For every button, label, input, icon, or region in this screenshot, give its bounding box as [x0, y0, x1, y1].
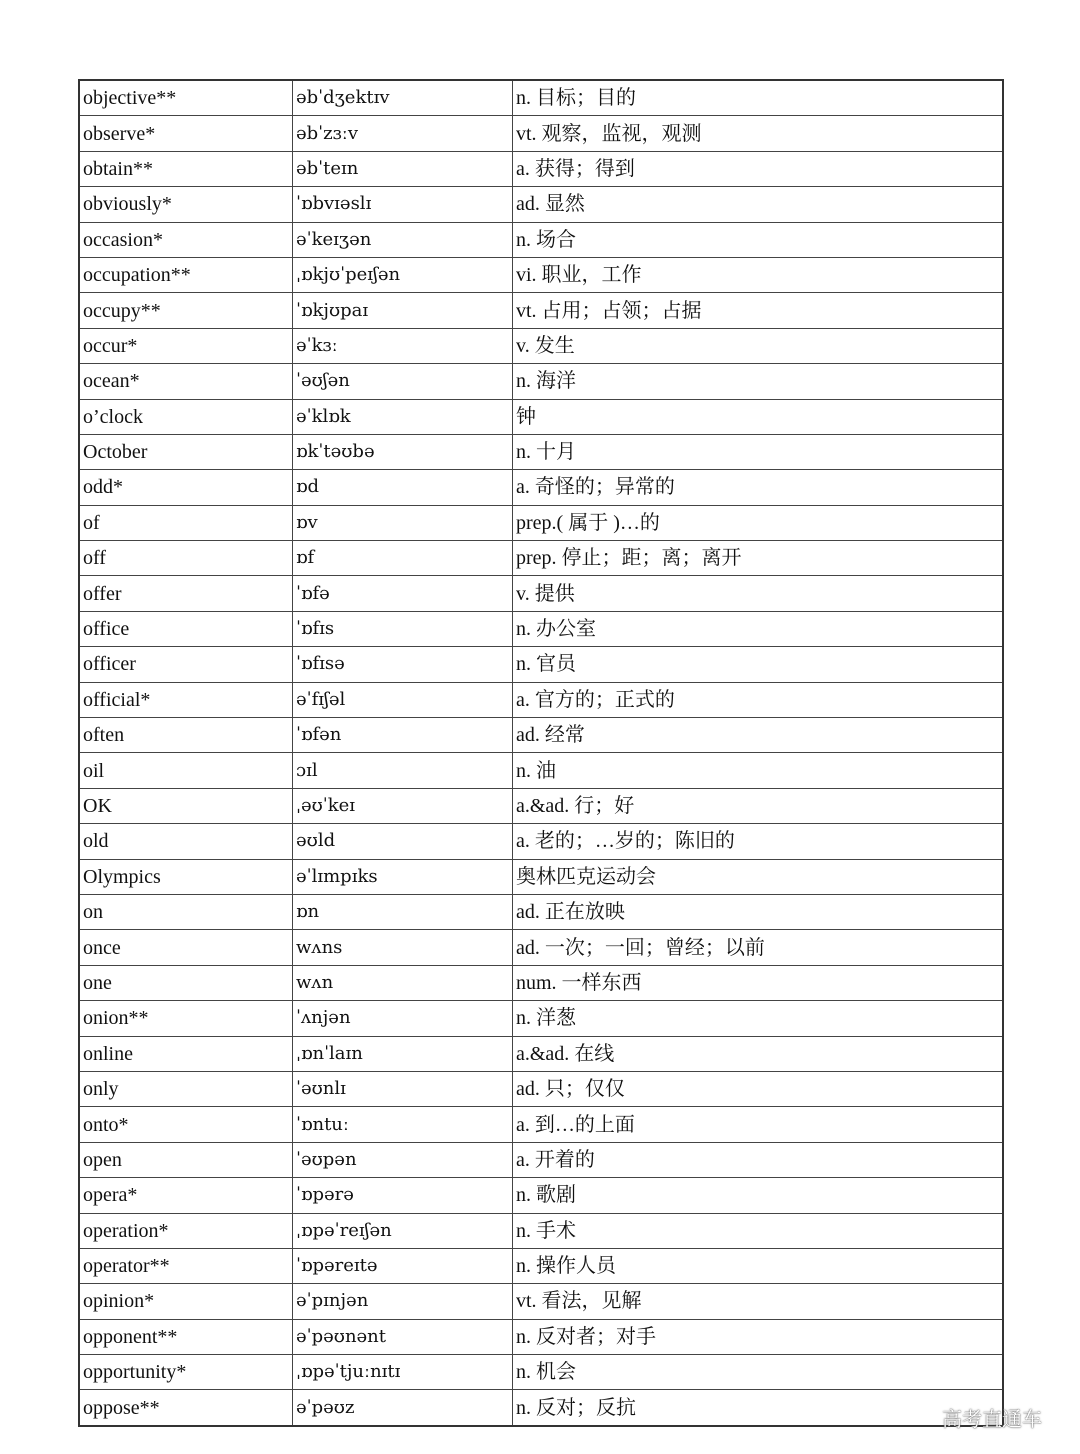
- word-cell: operator**: [79, 1248, 293, 1283]
- table-row: [79, 1390, 1003, 1426]
- word-cell: observe*: [79, 116, 293, 151]
- meaning-cell: 钟: [513, 399, 1004, 434]
- phonetic-cell: ɒn: [293, 894, 513, 929]
- word-cell: offer: [79, 576, 293, 611]
- table-row: [79, 1071, 1003, 1106]
- word-cell: oil: [79, 753, 293, 788]
- word-cell: online: [79, 1036, 293, 1071]
- table-row: [79, 1142, 1003, 1177]
- word-cell: once: [79, 930, 293, 965]
- word-cell: occur*: [79, 328, 293, 363]
- phonetic-cell: əˈkeɪʒən: [293, 222, 513, 257]
- phonetic-cell: ˈʌnjən: [293, 1001, 513, 1036]
- phonetic-cell: ˈəʊnlɪ: [293, 1071, 513, 1106]
- word-cell: obtain**: [79, 151, 293, 186]
- word-cell: opera*: [79, 1178, 293, 1213]
- phonetic-cell: əˈklɒk: [293, 399, 513, 434]
- word-cell: old: [79, 824, 293, 859]
- phonetic-cell: ˈɒfɪs: [293, 611, 513, 646]
- phonetic-cell: ˈɒfɪsə: [293, 647, 513, 682]
- word-cell: odd*: [79, 470, 293, 505]
- meaning-cell: ad. 一次；一回；曾经；以前: [513, 930, 1004, 965]
- phonetic-cell: əʊld: [293, 824, 513, 859]
- table-row: [79, 930, 1003, 965]
- phonetic-cell: əˈlɪmpɪks: [293, 859, 513, 894]
- meaning-cell: 奥林匹克运动会: [513, 859, 1004, 894]
- word-cell: onion**: [79, 1001, 293, 1036]
- phonetic-cell: əbˈzɜːv: [293, 116, 513, 151]
- vocabulary-table: [78, 79, 1004, 1427]
- word-cell: only: [79, 1071, 293, 1106]
- table-row: [79, 859, 1003, 894]
- table-row: [79, 364, 1003, 399]
- phonetic-cell: əˈfɪʃəl: [293, 682, 513, 717]
- table-row: [79, 753, 1003, 788]
- table-row: [79, 1319, 1003, 1354]
- phonetic-cell: ɒd: [293, 470, 513, 505]
- word-cell: onto*: [79, 1107, 293, 1142]
- word-cell: officer: [79, 647, 293, 682]
- meaning-cell: n. 机会: [513, 1355, 1004, 1390]
- meaning-cell: a. 到…的上面: [513, 1107, 1004, 1142]
- phonetic-cell: əbˈteɪn: [293, 151, 513, 186]
- phonetic-cell: ˌɒkjʊˈpeɪʃən: [293, 257, 513, 292]
- meaning-cell: n. 油: [513, 753, 1004, 788]
- word-cell: often: [79, 718, 293, 753]
- meaning-cell: v. 发生: [513, 328, 1004, 363]
- word-cell: occupy**: [79, 293, 293, 328]
- table-row: [79, 1036, 1003, 1071]
- meaning-cell: n. 场合: [513, 222, 1004, 257]
- word-cell: official*: [79, 682, 293, 717]
- table-row: [79, 434, 1003, 469]
- word-cell: Olympics: [79, 859, 293, 894]
- table-row: [79, 293, 1003, 328]
- meaning-cell: n. 歌剧: [513, 1178, 1004, 1213]
- table-row: [79, 257, 1003, 292]
- meaning-cell: a.&ad. 在线: [513, 1036, 1004, 1071]
- table-row: [79, 1248, 1003, 1283]
- table-row: [79, 682, 1003, 717]
- phonetic-cell: ˌɒpəˈreɪʃən: [293, 1213, 513, 1248]
- meaning-cell: n. 办公室: [513, 611, 1004, 646]
- table-row: [79, 965, 1003, 1000]
- table-row: [79, 1355, 1003, 1390]
- table-row: [79, 187, 1003, 222]
- table-row: [79, 399, 1003, 434]
- word-cell: October: [79, 434, 293, 469]
- table-row: [79, 1178, 1003, 1213]
- word-cell: off: [79, 541, 293, 576]
- phonetic-cell: ɒf: [293, 541, 513, 576]
- table-row: [79, 788, 1003, 823]
- word-cell: one: [79, 965, 293, 1000]
- meaning-cell: n. 官员: [513, 647, 1004, 682]
- word-cell: of: [79, 505, 293, 540]
- meaning-cell: vi. 职业，工作: [513, 257, 1004, 292]
- phonetic-cell: ˈɒfə: [293, 576, 513, 611]
- meaning-cell: n. 手术: [513, 1213, 1004, 1248]
- phonetic-cell: əbˈdʒektɪv: [293, 80, 513, 116]
- word-cell: occasion*: [79, 222, 293, 257]
- word-cell: o’clock: [79, 399, 293, 434]
- phonetic-cell: ˌɒnˈlaɪn: [293, 1036, 513, 1071]
- meaning-cell: n. 海洋: [513, 364, 1004, 399]
- phonetic-cell: əˈpɪnjən: [293, 1284, 513, 1319]
- meaning-cell: vt. 占用；占领；占据: [513, 293, 1004, 328]
- meaning-cell: prep.( 属于 )…的: [513, 505, 1004, 540]
- phonetic-cell: ˈɒpərə: [293, 1178, 513, 1213]
- meaning-cell: n. 十月: [513, 434, 1004, 469]
- table-row: [79, 1107, 1003, 1142]
- meaning-cell: ad. 正在放映: [513, 894, 1004, 929]
- meaning-cell: ad. 经常: [513, 718, 1004, 753]
- meaning-cell: a.&ad. 行；好: [513, 788, 1004, 823]
- word-cell: open: [79, 1142, 293, 1177]
- word-cell: objective**: [79, 80, 293, 116]
- table-row: [79, 80, 1003, 116]
- table-row: [79, 470, 1003, 505]
- table-row: [79, 1001, 1003, 1036]
- phonetic-cell: ˈɒpəreɪtə: [293, 1248, 513, 1283]
- phonetic-cell: ˈəʊpən: [293, 1142, 513, 1177]
- table-row: [79, 328, 1003, 363]
- meaning-cell: prep. 停止；距；离；离开: [513, 541, 1004, 576]
- meaning-cell: a. 老的；…岁的；陈旧的: [513, 824, 1004, 859]
- phonetic-cell: ˈəʊʃən: [293, 364, 513, 399]
- meaning-cell: vt. 看法，见解: [513, 1284, 1004, 1319]
- meaning-cell: n. 目标；目的: [513, 80, 1004, 116]
- meaning-cell: vt. 观察，监视，观测: [513, 116, 1004, 151]
- table-row: [79, 151, 1003, 186]
- phonetic-cell: wʌns: [293, 930, 513, 965]
- word-cell: OK: [79, 788, 293, 823]
- phonetic-cell: əˈpəʊnənt: [293, 1319, 513, 1354]
- meaning-cell: ad. 显然: [513, 187, 1004, 222]
- meaning-cell: n. 洋葱: [513, 1001, 1004, 1036]
- phonetic-cell: ɒv: [293, 505, 513, 540]
- word-cell: opportunity*: [79, 1355, 293, 1390]
- phonetic-cell: ˈɒkjʊpaɪ: [293, 293, 513, 328]
- table-row: [79, 824, 1003, 859]
- table-row: [79, 718, 1003, 753]
- word-cell: ocean*: [79, 364, 293, 399]
- phonetic-cell: əˈpəʊz: [293, 1390, 513, 1426]
- phonetic-cell: ˈɒntuː: [293, 1107, 513, 1142]
- word-cell: on: [79, 894, 293, 929]
- phonetic-cell: ɒkˈtəʊbə: [293, 434, 513, 469]
- phonetic-cell: ˌəʊˈkeɪ: [293, 788, 513, 823]
- table-row: [79, 611, 1003, 646]
- word-cell: oppose**: [79, 1390, 293, 1426]
- word-cell: operation*: [79, 1213, 293, 1248]
- meaning-cell: num. 一样东西: [513, 965, 1004, 1000]
- meaning-cell: n. 反对；反抗: [513, 1390, 1004, 1426]
- table-row: [79, 894, 1003, 929]
- meaning-cell: n. 反对者；对手: [513, 1319, 1004, 1354]
- table-row: [79, 541, 1003, 576]
- phonetic-cell: ˈɒfən: [293, 718, 513, 753]
- word-cell: obviously*: [79, 187, 293, 222]
- word-cell: opponent**: [79, 1319, 293, 1354]
- table-row: [79, 1213, 1003, 1248]
- word-cell: office: [79, 611, 293, 646]
- phonetic-cell: ˈɒbvɪəslɪ: [293, 187, 513, 222]
- meaning-cell: v. 提供: [513, 576, 1004, 611]
- table-row: [79, 647, 1003, 682]
- word-cell: opinion*: [79, 1284, 293, 1319]
- meaning-cell: ad. 只；仅仅: [513, 1071, 1004, 1106]
- phonetic-cell: əˈkɜː: [293, 328, 513, 363]
- table-row: [79, 505, 1003, 540]
- phonetic-cell: ˌɒpəˈtjuːnɪtɪ: [293, 1355, 513, 1390]
- phonetic-cell: wʌn: [293, 965, 513, 1000]
- meaning-cell: a. 开着的: [513, 1142, 1004, 1177]
- word-cell: occupation**: [79, 257, 293, 292]
- watermark: 高考直通车: [942, 1407, 1042, 1431]
- table-row: [79, 222, 1003, 257]
- meaning-cell: a. 官方的；正式的: [513, 682, 1004, 717]
- meaning-cell: n. 操作人员: [513, 1248, 1004, 1283]
- phonetic-cell: ɔɪl: [293, 753, 513, 788]
- table-row: [79, 1284, 1003, 1319]
- meaning-cell: a. 奇怪的；异常的: [513, 470, 1004, 505]
- table-row: [79, 576, 1003, 611]
- table-row: [79, 116, 1003, 151]
- meaning-cell: a. 获得；得到: [513, 151, 1004, 186]
